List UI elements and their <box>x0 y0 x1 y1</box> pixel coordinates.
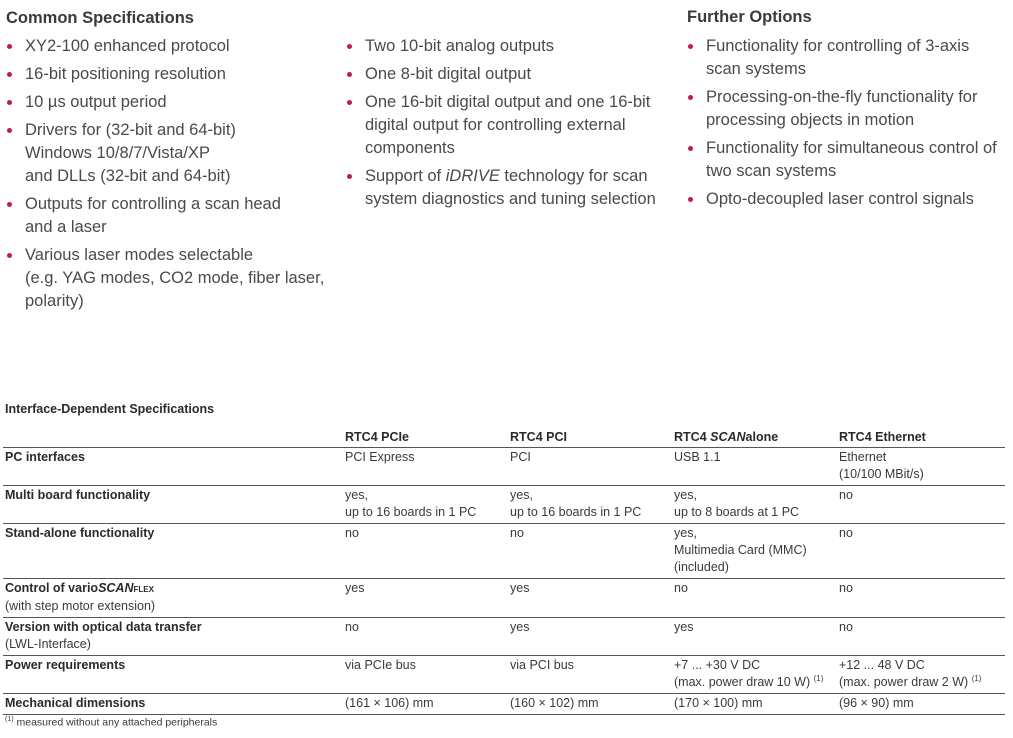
table-cell: yes <box>508 618 672 656</box>
header-pci: RTC4 PCI <box>508 428 672 448</box>
header-pcie: RTC4 PCIe <box>343 428 508 448</box>
list-item: Functionality for simultaneous control of two scan systems <box>687 137 1007 183</box>
row-label: Control of varioSCANFLEX (with step motor extension) <box>3 579 343 618</box>
footnote: $^{(1)}$ measured without any attached peripherals <box>5 716 218 729</box>
common-specs-list-2 <box>346 35 676 211</box>
table-cell: yes <box>672 618 837 656</box>
list-item: Processing-on-the-fly functionality for processing objects in motion <box>687 86 1007 132</box>
further-options-heading: Further Options <box>687 8 812 26</box>
list-item: Drivers for (32-bit and 64-bit) Windows 10/8/7/Vista/XP and DLLs (32-bit and 64-bit) <box>6 119 336 188</box>
header-ethernet: RTC4 Ethernet <box>837 428 1005 448</box>
table-cell: no <box>343 618 508 656</box>
table-cell: yes, Multimedia Card (MMC) (included) <box>672 524 837 579</box>
further-options-list <box>687 35 1007 211</box>
row-label: Mechanical dimensions <box>3 694 343 715</box>
spec-table <box>3 428 1005 715</box>
row-label: Stand-alone functionality <box>3 524 343 579</box>
table-cell: no <box>837 579 1005 618</box>
list-item: Various laser modes selectable (e.g. YAG modes, CO2 mode, fiber laser, polarity) <box>6 244 336 313</box>
table-row <box>3 694 1005 715</box>
table-cell: Ethernet (10/100 MBit/s) <box>837 448 1005 486</box>
table-cell: yes <box>508 579 672 618</box>
table-cell: no <box>837 618 1005 656</box>
table-cell: no <box>837 524 1005 579</box>
table-cell: yes, up to 16 boards in 1 PC <box>343 486 508 524</box>
table-row <box>3 579 1005 618</box>
header-scanalone: RTC4 SCANalone <box>672 428 837 448</box>
row-label: Multi board functionality <box>3 486 343 524</box>
table-cell: no <box>343 524 508 579</box>
table-cell: PCI <box>508 448 672 486</box>
table-cell: (96 × 90) mm <box>837 694 1005 715</box>
table-cell: no <box>508 524 672 579</box>
list-item: XY2-100 enhanced protocol <box>6 35 336 58</box>
list-item: 16-bit positioning resolution <box>6 63 336 86</box>
list-item: Two 10-bit analog outputs <box>346 35 676 58</box>
table-cell: yes, up to 8 boards at 1 PC <box>672 486 837 524</box>
table-cell: (160 × 102) mm <box>508 694 672 715</box>
table-cell: yes <box>343 579 508 618</box>
spec-table-title: Interface-Dependent Specifications <box>5 402 215 416</box>
row-label: Version with optical data transfer (LWL-Interface) <box>3 618 343 656</box>
table-cell: via PCIe bus <box>343 656 508 694</box>
list-item: Outputs for controlling a scan head and a laser <box>6 193 336 239</box>
table-cell: USB 1.1 <box>672 448 837 486</box>
table-cell: (170 × 100) mm <box>672 694 837 715</box>
list-item: 10 µs output period <box>6 91 336 114</box>
row-label: Power requirements <box>3 656 343 694</box>
list-item: One 8-bit digital output <box>346 63 676 86</box>
table-cell: via PCI bus <box>508 656 672 694</box>
table-cell: no <box>837 486 1005 524</box>
table-cell: no <box>672 579 837 618</box>
list-item: Opto-decoupled laser control signals <box>687 188 1007 211</box>
common-specs-heading: Common Specifications <box>6 9 194 27</box>
table-row <box>3 618 1005 656</box>
table-cell: (161 × 106) mm <box>343 694 508 715</box>
header-blank <box>3 428 343 448</box>
table-row <box>3 486 1005 524</box>
common-specs-list-1 <box>6 35 336 313</box>
list-item: One 16-bit digital output and one 16-bit digital output for controlling external components <box>346 91 676 160</box>
list-item: Support of iDRIVE technology for scan system diagnostics and tuning selection <box>346 165 676 211</box>
row-label: PC interfaces <box>3 448 343 486</box>
table-row <box>3 448 1005 486</box>
table-header-row <box>3 428 1005 448</box>
list-item: Functionality for controlling of 3-axis scan systems <box>687 35 1007 81</box>
table-cell: +12 ... 48 V DC (max. power draw 2 W) $^{(1)}$ <box>837 656 1005 694</box>
table-cell: PCI Express <box>343 448 508 486</box>
table-cell: +7 ... +30 V DC (max. power draw 10 W) $^{(1)}$ <box>672 656 837 694</box>
table-row <box>3 524 1005 579</box>
table-cell: yes, up to 16 boards in 1 PC <box>508 486 672 524</box>
table-row <box>3 656 1005 694</box>
